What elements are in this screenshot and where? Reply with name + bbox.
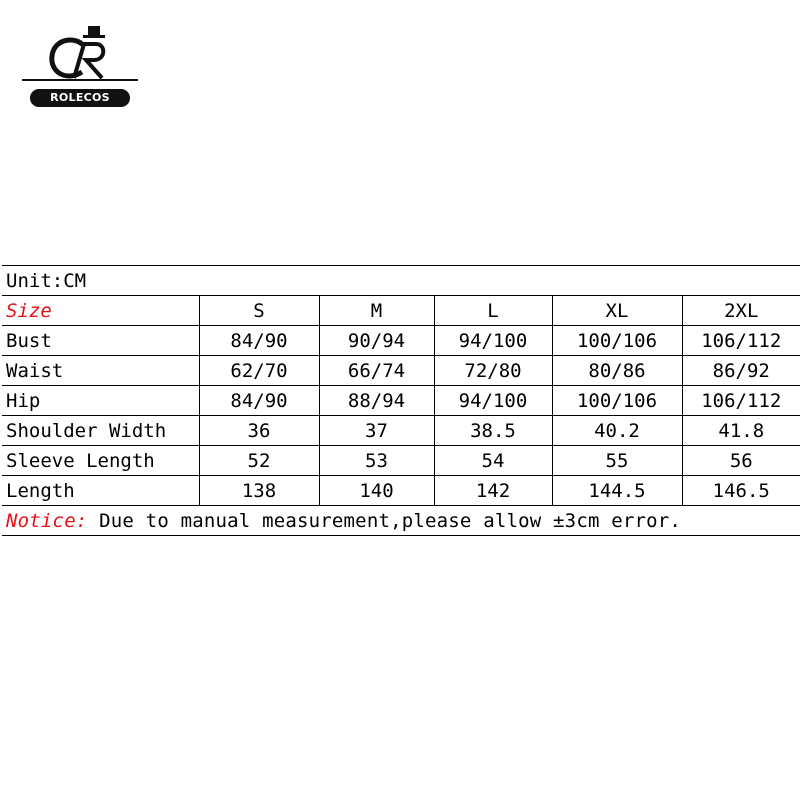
unit-label: Unit:CM [2,266,800,296]
size-chart-table [2,265,800,536]
row-label: Shoulder Width [2,416,199,446]
notice-label: Notice: [6,509,88,532]
table-cell: 41.8 [682,416,800,446]
table-row [2,386,800,416]
brand-logo [22,22,138,114]
table-cell: 88/94 [319,386,434,416]
table-cell: 86/92 [682,356,800,386]
table-cell: 106/112 [682,386,800,416]
table-row [2,416,800,446]
size-header-2xl: 2XL [682,296,800,326]
notice-cell [2,506,800,536]
table-cell: 94/100 [434,326,552,356]
table-cell: 142 [434,476,552,506]
table-row [2,326,800,356]
size-header-l: L [434,296,552,326]
table-cell: 55 [552,446,682,476]
row-label: Sleeve Length [2,446,199,476]
table-cell: 72/80 [434,356,552,386]
table-cell: 66/74 [319,356,434,386]
table-cell: 40.2 [552,416,682,446]
table-cell: 100/106 [552,326,682,356]
table-cell: 53 [319,446,434,476]
table-row [2,446,800,476]
table-cell: 90/94 [319,326,434,356]
table-cell: 54 [434,446,552,476]
table-cell: 38.5 [434,416,552,446]
size-header-m: M [319,296,434,326]
table-cell: 146.5 [682,476,800,506]
table-cell: 52 [199,446,319,476]
table-row [2,476,800,506]
notice-text: Due to manual measurement,please allow ±3cm error. [87,509,682,532]
table-row [2,356,800,386]
size-label: Size [2,296,199,326]
table-cell: 80/86 [552,356,682,386]
unit-row [2,266,800,296]
row-label: Hip [2,386,199,416]
size-header-row [2,296,800,326]
brand-name: ROLECOS [30,89,130,107]
table-cell: 56 [682,446,800,476]
monogram-logo-icon [22,22,138,92]
row-label: Length [2,476,199,506]
table-cell: 37 [319,416,434,446]
table-cell: 94/100 [434,386,552,416]
row-label: Bust [2,326,199,356]
table-cell: 84/90 [199,326,319,356]
table-cell: 84/90 [199,386,319,416]
table-cell: 138 [199,476,319,506]
size-header-s: S [199,296,319,326]
table-cell: 36 [199,416,319,446]
row-label: Waist [2,356,199,386]
table-cell: 100/106 [552,386,682,416]
table-cell: 144.5 [552,476,682,506]
table-cell: 62/70 [199,356,319,386]
table-cell: 140 [319,476,434,506]
table-cell: 106/112 [682,326,800,356]
size-header-xl: XL [552,296,682,326]
notice-row [2,506,800,536]
